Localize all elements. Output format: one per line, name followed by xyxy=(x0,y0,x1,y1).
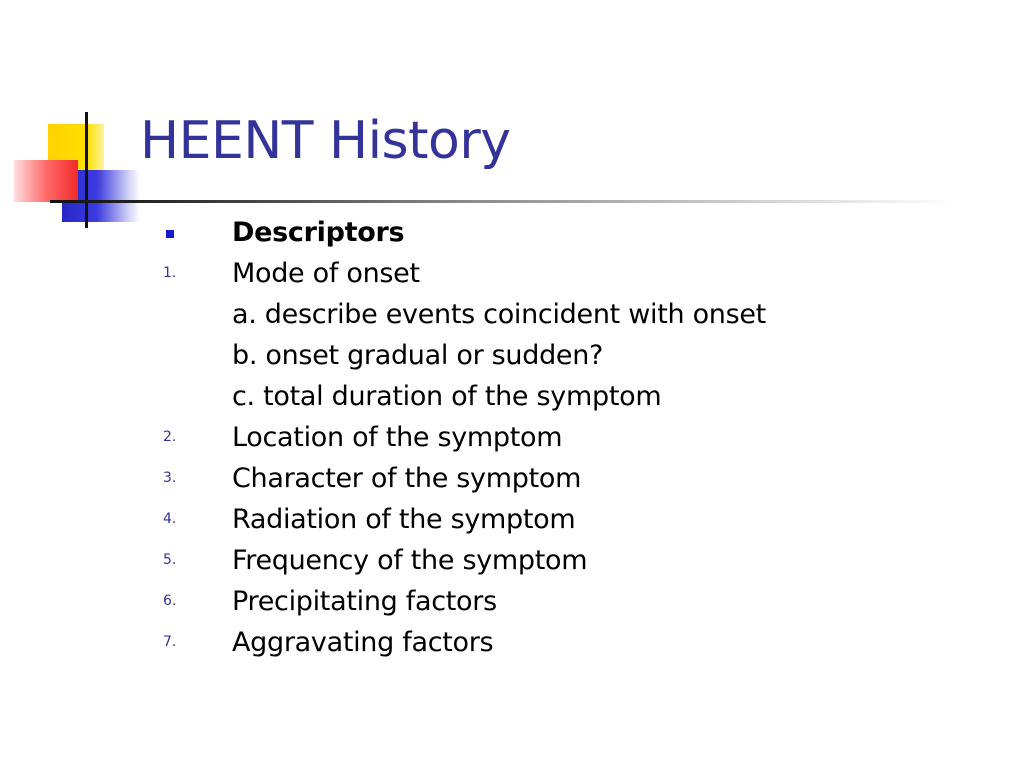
list-number: 2. xyxy=(163,429,177,445)
list-number: 7. xyxy=(163,634,177,650)
list-item-text: Frequency of the symptom xyxy=(232,545,588,576)
sub-item xyxy=(0,376,1024,417)
list-item xyxy=(0,499,1024,540)
descriptors-heading: Descriptors xyxy=(232,217,405,248)
square-bullet-icon xyxy=(166,230,174,238)
list-item xyxy=(0,417,1024,458)
list-item xyxy=(0,540,1024,581)
vertical-rule-decoration xyxy=(85,112,88,228)
sub-item xyxy=(0,335,1024,376)
list-item xyxy=(0,622,1024,663)
slide-title: HEENT History xyxy=(140,111,511,171)
list-number: 5. xyxy=(163,552,177,568)
title-underline-rule xyxy=(50,200,960,203)
sub-item-text: c. total duration of the symptom xyxy=(232,381,662,412)
slide-content xyxy=(0,212,1024,663)
list-item-text: Precipitating factors xyxy=(232,586,497,617)
list-item xyxy=(0,458,1024,499)
list-number: 3. xyxy=(163,470,177,486)
red-square-decoration xyxy=(14,160,78,202)
sub-item-text: b. onset gradual or sudden? xyxy=(232,340,604,371)
list-item-text: Aggravating factors xyxy=(232,627,494,658)
heading-row xyxy=(0,212,1024,253)
list-item-text: Location of the symptom xyxy=(232,422,563,453)
list-number: 4. xyxy=(163,511,177,527)
sub-item xyxy=(0,294,1024,335)
list-item-text: Radiation of the symptom xyxy=(232,504,576,535)
list-number: 1. xyxy=(163,265,177,281)
list-item xyxy=(0,581,1024,622)
list-item-text: Character of the symptom xyxy=(232,463,582,494)
list-item xyxy=(0,253,1024,294)
list-number: 6. xyxy=(163,593,177,609)
sub-item-text: a. describe events coincident with onset xyxy=(232,299,766,330)
list-item-text: Mode of onset xyxy=(232,258,420,289)
